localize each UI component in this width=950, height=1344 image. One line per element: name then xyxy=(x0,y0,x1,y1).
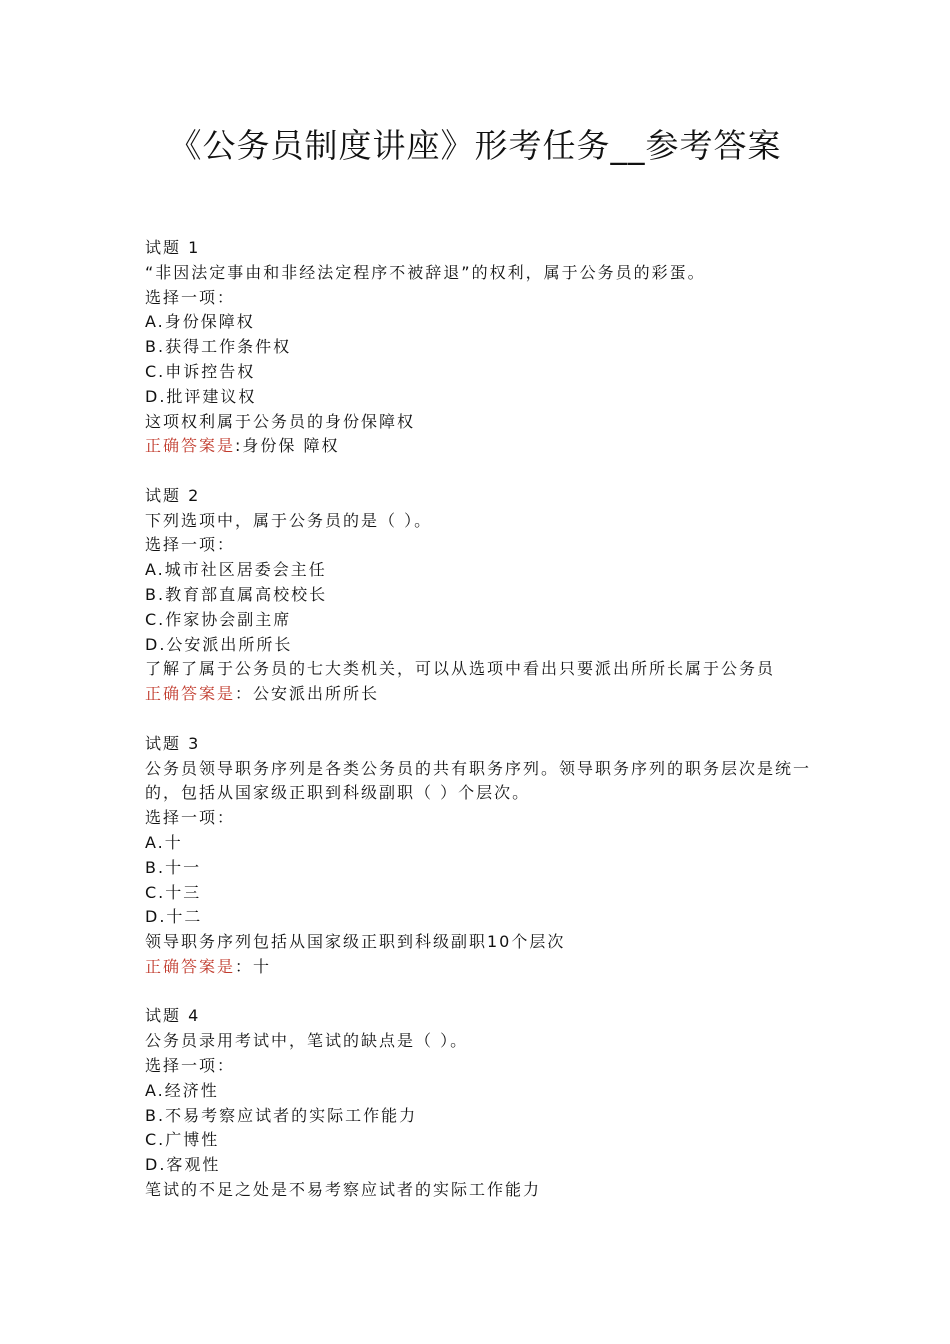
option-b: B.获得工作条件权 xyxy=(145,337,292,357)
option-a: A.城市社区居委会主任 xyxy=(145,560,327,580)
correct-answer xyxy=(145,955,825,980)
question-4 xyxy=(145,1004,825,1202)
question-stem: 下列选项中，属于公务员的是（ ）。 xyxy=(145,510,433,530)
option-c: C.广博性 xyxy=(145,1130,220,1150)
question-explanation: 笔试的不足之处是不易考察应试者的实际工作能力 xyxy=(145,1179,542,1199)
question-explanation: 了解了属于公务员的七大类机关，可以从选项中看出只要派出所所长属于公务员 xyxy=(145,659,776,679)
question-number: 试题 2 xyxy=(145,485,201,505)
question-prompt: 选择一项： xyxy=(145,287,236,307)
question-stem: “非因法定事由和非经法定程序不被辞退”的权利，属于公务员的彩蛋。 xyxy=(145,262,706,282)
option-d: D.公安派出所所长 xyxy=(145,634,293,654)
option-d: D.十二 xyxy=(145,907,203,927)
question-prompt: 选择一项： xyxy=(145,808,236,828)
correct-answer-value: ：公安派出所所长 xyxy=(235,684,380,704)
question-prompt: 选择一项： xyxy=(145,1055,236,1075)
option-b: B.十一 xyxy=(145,857,202,877)
option-c: C.作家协会副主席 xyxy=(145,609,292,629)
question-3 xyxy=(145,732,825,980)
question-prompt: 选择一项： xyxy=(145,535,236,555)
option-d: D.批评建议权 xyxy=(145,386,257,406)
correct-answer-value: :身份保 障权 xyxy=(235,436,340,456)
question-explanation: 这项权利属于公务员的身份保障权 xyxy=(145,411,416,431)
question-stem: 公务员录用考试中，笔试的缺点是（ ）。 xyxy=(145,1031,469,1051)
correct-answer-value: ：十 xyxy=(235,956,272,976)
correct-answer-label: 正确答案是 xyxy=(145,956,236,976)
question-number: 试题 1 xyxy=(145,238,201,257)
question-explanation: 领导职务序列包括从国家级正职到科级副职10个层次 xyxy=(145,932,566,952)
correct-answer xyxy=(145,682,825,707)
option-d: D.客观性 xyxy=(145,1155,221,1175)
page-title: 《公务员制度讲座》形考任务__参考答案 xyxy=(168,126,782,165)
option-c: C.申诉控告权 xyxy=(145,361,256,381)
option-a: A.经济性 xyxy=(145,1080,219,1100)
correct-answer-label: 正确答案是 xyxy=(145,684,236,704)
correct-answer xyxy=(145,434,825,459)
question-number: 试题 4 xyxy=(145,1006,201,1026)
option-a: A.身份保障权 xyxy=(145,312,255,332)
option-b: B.教育部直属高校校长 xyxy=(145,585,328,605)
question-2 xyxy=(145,484,825,707)
option-b: B.不易考察应试者的实际工作能力 xyxy=(145,1105,418,1125)
correct-answer-label: 正确答案是 xyxy=(145,436,236,456)
option-c: C.十三 xyxy=(145,882,202,902)
option-a: A.十 xyxy=(145,832,183,852)
question-stem: 公务员领导职务序列是各类公务员的共有职务序列。领导职务序列的职务层次是统一的，包括从国家级正职到科级副职（ ）个层次。 xyxy=(145,758,812,803)
question-1 xyxy=(145,236,825,459)
question-number: 试题 3 xyxy=(145,733,201,753)
question-list xyxy=(145,236,825,1227)
